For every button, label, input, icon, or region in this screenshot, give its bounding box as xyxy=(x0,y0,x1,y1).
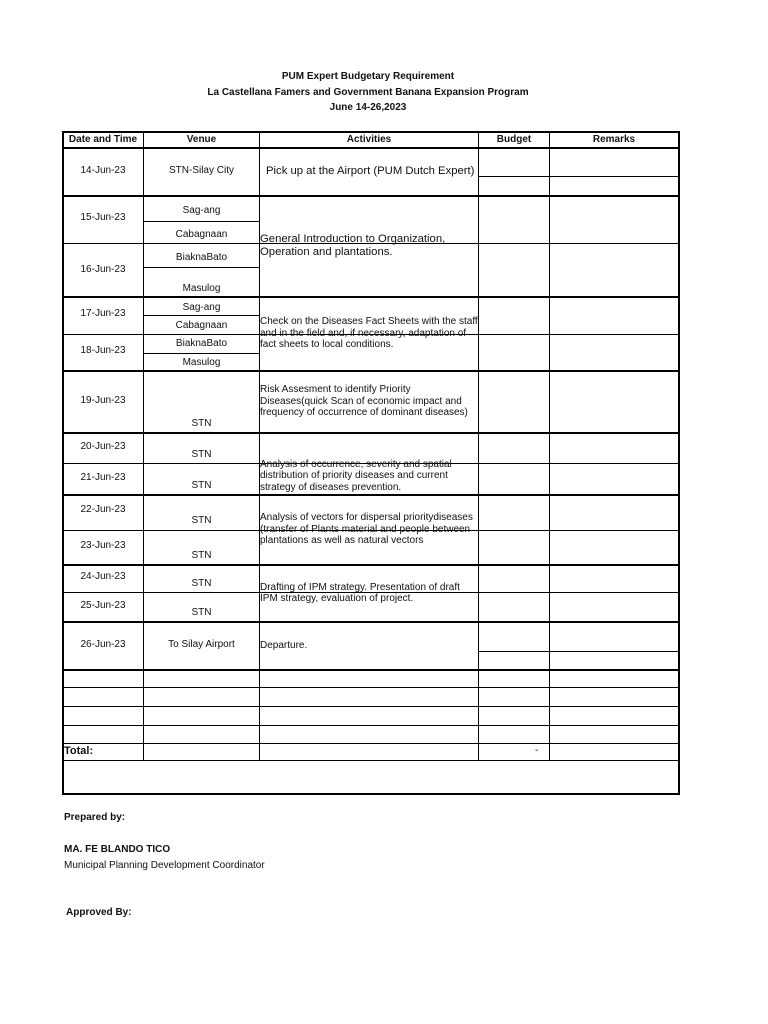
date-cell: 23-Jun-23 xyxy=(80,540,126,551)
venue-cell: STN xyxy=(191,418,212,429)
venue-divider xyxy=(143,353,259,354)
column-divider xyxy=(549,131,550,761)
venue-cell: STN-Silay City xyxy=(168,165,234,176)
activity-cell: Analysis of vectors for dispersal prioritydiseases (transfer of Plants material and people between plantations as well as natural vectors xyxy=(260,512,473,547)
venue-cell: STN xyxy=(191,515,212,526)
venue-cell: Masulog xyxy=(182,283,221,294)
sub-divider xyxy=(478,176,680,177)
activity-cell: Departure. xyxy=(260,639,308,651)
venue-cell: STN xyxy=(191,550,212,561)
activity-cell: Drafting of IPM strategy. Presentation of draft IPM strategy, evaluation of project. xyxy=(260,581,460,604)
column-divider xyxy=(143,131,144,761)
prepared-by-label: Prepared by: xyxy=(64,812,126,823)
date-range: June 14-26,2023 xyxy=(329,102,407,113)
activity-cell: Risk Assesment to identify Priority Diseases(quick Scan of economic impact and frequency of occurrence of dominant diseases) xyxy=(260,384,468,419)
column-header-date: Date and Time xyxy=(68,134,138,145)
column-divider xyxy=(478,131,479,761)
activity-cell: Pick up at the Airport (PUM Dutch Expert) xyxy=(266,165,475,178)
venue-divider xyxy=(143,267,259,268)
date-cell: 16-Jun-23 xyxy=(80,264,126,275)
date-cell: 26-Jun-23 xyxy=(80,639,126,650)
venue-cell: BiaknaBato xyxy=(175,252,228,263)
row-divider xyxy=(62,687,680,688)
venue-cell: Cabagnaan xyxy=(175,229,228,240)
venue-cell: BiaknaBato xyxy=(175,338,228,349)
table-border-top xyxy=(62,131,680,133)
row-divider xyxy=(62,669,680,671)
venue-cell: STN xyxy=(191,578,212,589)
preparer-title: Municipal Planning Development Coordinator xyxy=(64,860,265,871)
date-cell: 15-Jun-23 xyxy=(80,212,126,223)
table-border-right xyxy=(678,131,680,794)
document-title: PUM Expert Budgetary Requirement xyxy=(281,71,455,82)
venue-cell: STN xyxy=(191,449,212,460)
venue-cell: STN xyxy=(191,607,212,618)
column-header-remarks: Remarks xyxy=(592,134,636,145)
activity-cell: Check on the Diseases Fact Sheets with the staff and in the field and, if necessary, adaptation of fact sheets to local conditions. xyxy=(260,316,478,351)
date-cell: 19-Jun-23 xyxy=(80,395,126,406)
program-name: La Castellana Famers and Government Banana Expansion Program xyxy=(207,87,529,98)
venue-cell: Masulog xyxy=(182,357,221,368)
date-cell: 20-Jun-23 xyxy=(80,441,126,452)
activity-cell: General Introduction to Organization, Operation and plantations. xyxy=(260,233,446,258)
column-header-budget: Budget xyxy=(496,134,532,145)
activity-cell: Analysis of occurrence, severity and spatial distribution of priority diseases and current strategy of diseases prevention. xyxy=(260,458,452,493)
approved-by-label: Approved By: xyxy=(66,907,132,918)
table-border-left xyxy=(62,131,64,794)
row-divider xyxy=(62,706,680,707)
date-cell: 17-Jun-23 xyxy=(80,308,126,319)
total-budget: - xyxy=(535,745,539,756)
venue-divider xyxy=(143,315,259,316)
venue-cell: To Silay Airport xyxy=(168,639,235,650)
total-label: Total: xyxy=(64,745,94,757)
date-cell: 14-Jun-23 xyxy=(80,165,126,176)
venue-cell: Cabagnaan xyxy=(175,320,228,331)
venue-divider xyxy=(143,221,259,222)
sub-divider xyxy=(478,651,680,652)
preparer-name: MA. FE BLANDO TICO xyxy=(64,844,171,855)
total-divider xyxy=(62,760,680,761)
venue-cell: Sag-ang xyxy=(182,205,221,216)
venue-cell: Sag-ang xyxy=(182,301,221,313)
column-header-venue: Venue xyxy=(186,134,217,145)
date-cell: 18-Jun-23 xyxy=(80,345,126,356)
row-divider xyxy=(62,743,680,744)
row-divider xyxy=(62,725,680,726)
table-border-bottom xyxy=(62,793,680,795)
column-header-activities: Activities xyxy=(346,134,392,145)
date-cell: 25-Jun-23 xyxy=(80,600,126,611)
date-cell: 21-Jun-23 xyxy=(80,472,126,483)
date-cell: 24-Jun-23 xyxy=(80,571,126,582)
venue-cell: STN xyxy=(191,480,212,491)
date-cell: 22-Jun-23 xyxy=(80,504,126,515)
